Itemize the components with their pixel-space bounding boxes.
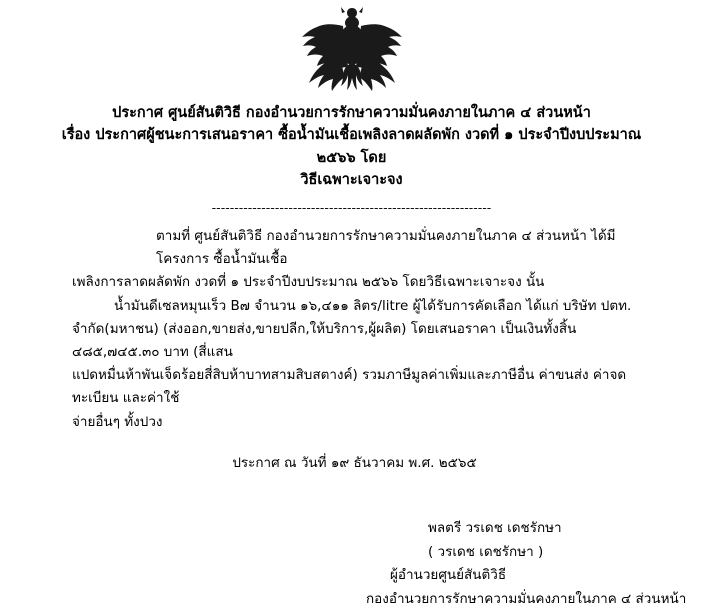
body-paragraph-1-cont: เพลิงการลาดผลัดพัก งวดที่ ๑ ประจำปีงบประมาณ ๒๕๖๖ โดยวิธีเฉพาะเจาะจง นั้น bbox=[72, 274, 545, 291]
document-title bbox=[36, 102, 667, 192]
title-line-2: เรื่อง ประกาศผู้ชนะการเสนอราคา ซื้อน้ำมันเชื้อเพลิงลาดผลัดพัก งวดที่ ๑ ประจำปีงบประมาณ ๒๕๖๖ โดย bbox=[61, 127, 642, 166]
signatory-name: พลตรี วรเดช เดชรักษา bbox=[428, 520, 562, 537]
signatory-name-parenthetical: ( วรเดช เดชรักษา ) bbox=[428, 543, 544, 560]
body-paragraph-2-cont-1: จำกัด(มหาชน) (ส่งออก,ขายส่ง,ขายปลีก,ให้บริการ,ผู้ผลิต) โดยเสนอราคา เป็นเงินทั้งสิ้น ๔๘๕,๗๔๕.๓๐ บาท (สี่แสน bbox=[72, 320, 577, 360]
announcement-date: ประกาศ ณ วันที่ ๑๙ ธันวาคม พ.ศ. ๒๕๖๕ bbox=[232, 454, 477, 471]
document-body bbox=[36, 225, 667, 475]
title-line-1: ประกาศ ศูนย์สันติวิธี กองอำนวยการรักษาความมั่นคงภายในภาค ๔ ส่วนหน้า bbox=[112, 105, 591, 121]
body-paragraph-2: น้ำมันดีเซลหมุนเร็ว B๗ จำนวน ๑๖,๔๑๑ ลิตร/litre ผู้ได้รับการคัดเลือก ได้แก่ บริษัท ปตท. bbox=[114, 297, 632, 314]
body-paragraph-2-cont-2: แปดหมื่นห้าพันเจ็ดร้อยสี่สิบห้าบาทสามสิบสตางค์) รวมภาษีมูลค่าเพิ่มและภาษีอื่น ค่าขนส่ง ค่าจดทะเบียน และค่าใช้ bbox=[72, 367, 627, 407]
body-paragraph-1: ตามที่ ศูนย์สันติวิธี กองอำนวยการรักษาความมั่นคงภายในภาค ๔ ส่วนหน้า ได้มีโครงการ ซื้อน้ำมันเชื้อ bbox=[156, 227, 616, 268]
title-line-3: วิธีเฉพาะเจาะจง bbox=[300, 172, 403, 189]
signature-block bbox=[36, 517, 687, 612]
body-paragraph-2-cont-3: จ่ายอื่นๆ ทั้งปวง bbox=[72, 413, 163, 430]
signatory-position-line-2: กองอำนวยการรักษาความมั่นคงภายในภาค ๔ ส่วนหน้า bbox=[366, 590, 687, 607]
garuda-emblem-icon bbox=[293, 6, 411, 94]
emblem-container bbox=[36, 0, 667, 98]
title-divider: -------------------------------------------------------------- bbox=[211, 199, 492, 215]
signatory-position-line-1: ผู้อำนวยศูนย์สันติวิธี bbox=[390, 567, 507, 584]
